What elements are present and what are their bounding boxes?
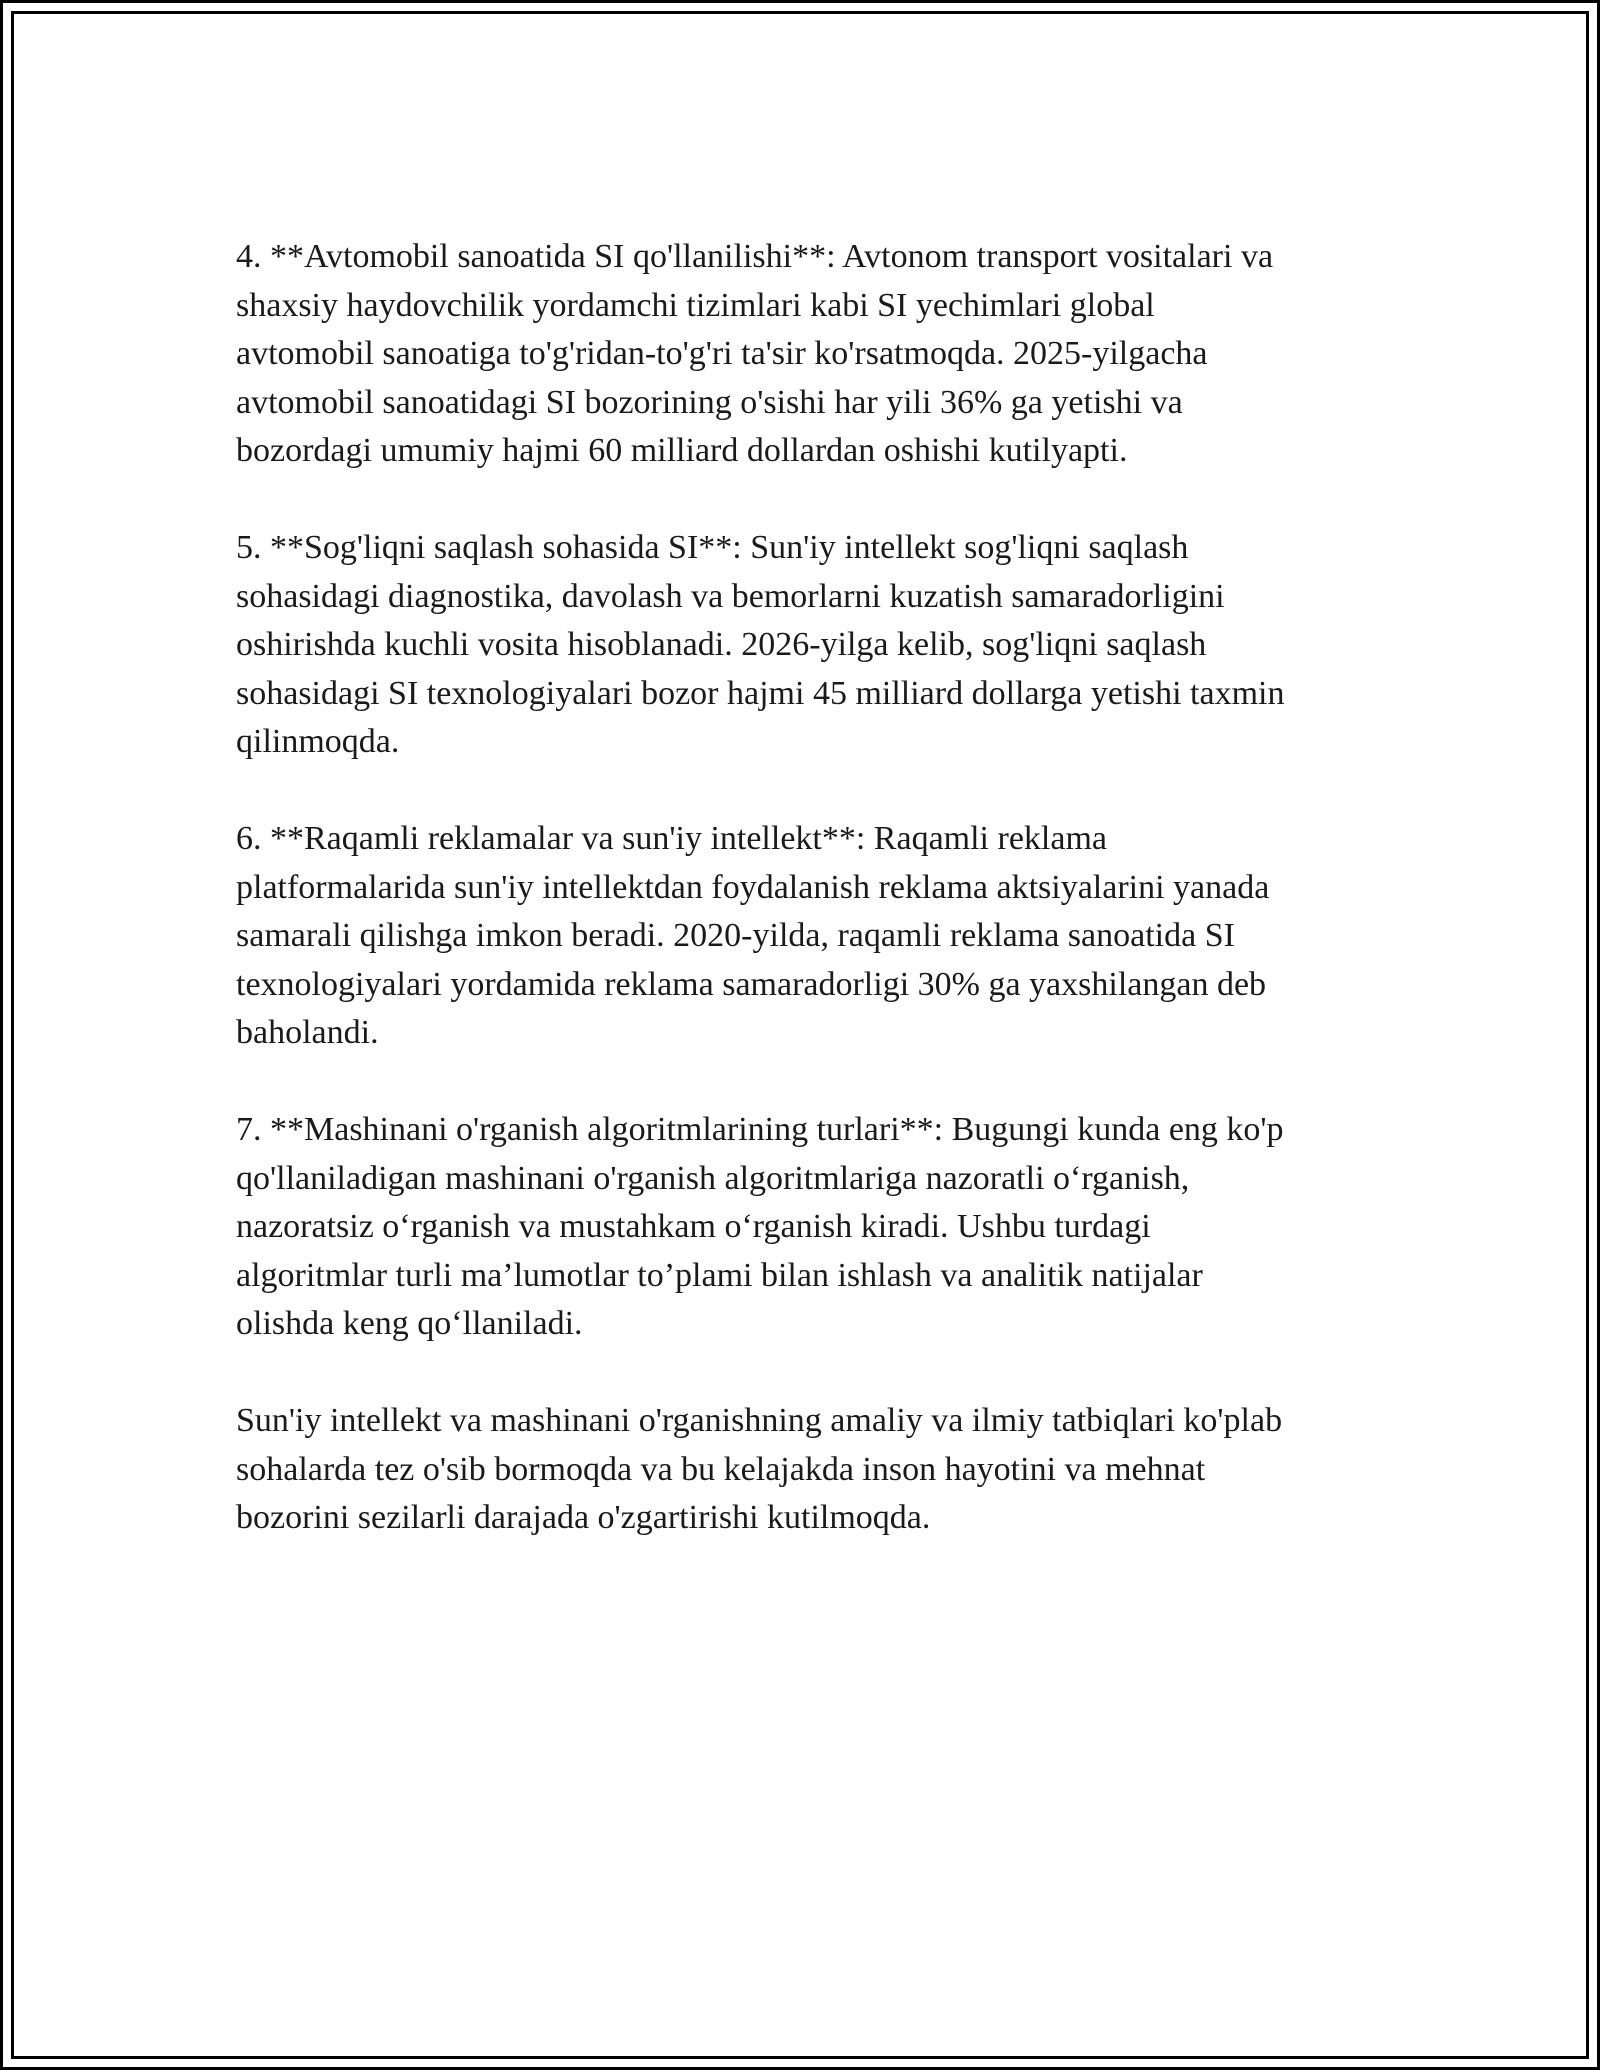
text-line: oshirishda kuchli vosita hisoblanadi. 2026-yilga kelib, sog'liqni saqlash (236, 626, 1207, 663)
text-line: sohasidagi SI texnologiyalari bozor hajmi 45 milliard dollarga yetishi taxmin (236, 674, 1285, 712)
text-line: qo'llaniladigan mashinani o'rganish algoritmlariga nazoratli o‘rganish, (236, 1159, 1190, 1197)
text-line: avtomobil sanoatiga to'g'ridan-to'g'ri ta'sir ko'rsatmoqda. 2025-yilgacha (236, 335, 1208, 372)
text-line: qilinmoqda. (236, 723, 400, 760)
text-line: sohalarda tez o'sib bormoqda va bu kelajakda inson hayotini va mehnat (236, 1450, 1206, 1488)
text-line: shaxsiy haydovchilik yordamchi tizimlari kabi SI yechimlari global (236, 286, 1155, 324)
paragraph-conclusion (236, 1397, 1376, 1543)
text-line: 6. **Raqamli reklamalar va sun'iy intellekt**: Raqamli reklama (236, 820, 1107, 857)
paragraph-ml-algorithms (236, 1106, 1376, 1349)
text-line: bozorini sezilarli darajada o'zgartirishi kutilmoqda. (236, 1499, 931, 1536)
text-line: 7. **Mashinani o'rganish algoritmlarining turlari**: Bugungi kunda eng ko'p (236, 1111, 1284, 1148)
text-line: texnologiyalari yordamida reklama samaradorligi 30% ga yaxshilangan deb (236, 965, 1267, 1003)
paragraph-healthcare (236, 524, 1376, 767)
document-body (236, 233, 1376, 1591)
text-line: olishda keng qo‘llaniladi. (236, 1305, 583, 1342)
text-line: algoritmlar turli ma’lumotlar to’plami bilan ishlash va analitik natijalar (236, 1256, 1203, 1294)
text-line: sohasidagi diagnostika, davolash va bemorlarni kuzatish samaradorligini (236, 577, 1225, 615)
text-line: Sun'iy intellekt va mashinani o'rganishning amaliy va ilmiy tatbiqlari ko'plab (236, 1402, 1283, 1439)
text-line: platformalarida sun'iy intellektdan foydalanish reklama aktsiyalarini yanada (236, 868, 1270, 906)
text-line: 4. **Avtomobil sanoatida SI qo'llanilishi**: Avtonom transport vositalari va (236, 238, 1274, 275)
text-line: nazoratsiz o‘rganish va mustahkam o‘rganish kiradi. Ushbu turdagi (236, 1208, 1151, 1245)
text-line: bozordagi umumiy hajmi 60 milliard dollardan oshishi kutilyapti. (236, 432, 1128, 469)
text-line: avtomobil sanoatidagi SI bozorining o'sishi har yili 36% ga yetishi va (236, 383, 1183, 421)
paragraph-automotive (236, 233, 1376, 476)
text-line: samarali qilishga imkon beradi. 2020-yilda, raqamli reklama sanoatida SI (236, 917, 1235, 954)
text-line: baholandi. (236, 1014, 379, 1051)
text-line: 5. **Sog'liqni saqlash sohasida SI**: Sun'iy intellekt sog'liqni saqlash (236, 529, 1189, 566)
paragraph-digital-advertising (236, 815, 1376, 1058)
